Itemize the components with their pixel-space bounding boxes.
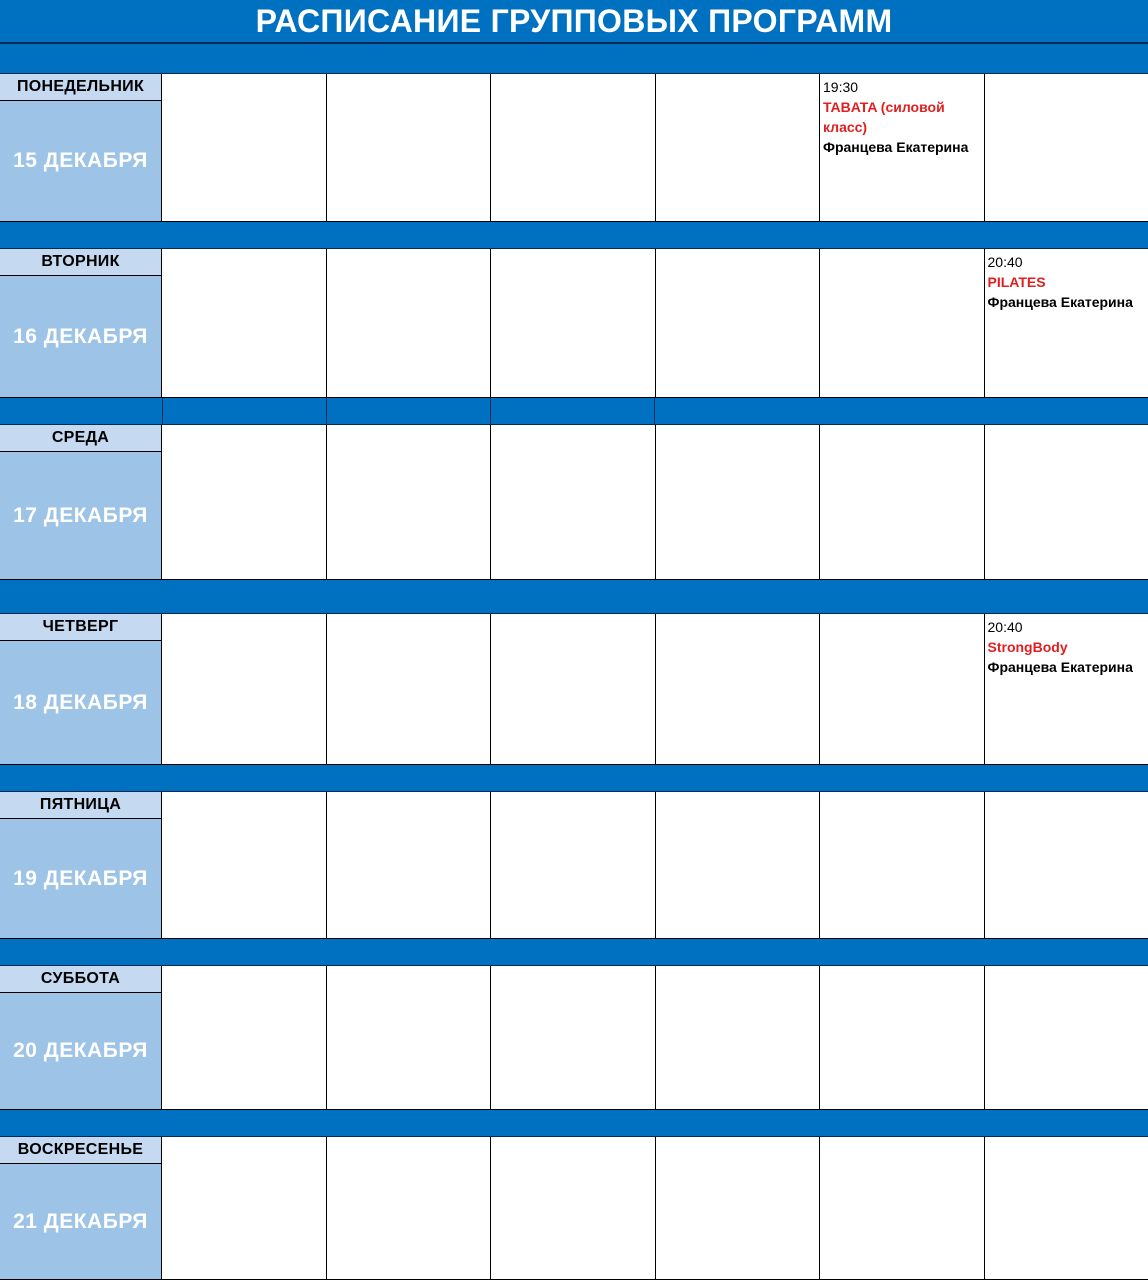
empty-slot bbox=[491, 74, 656, 221]
day-name: СУББОТА bbox=[0, 966, 161, 993]
empty-slot bbox=[656, 966, 821, 1109]
row-separator bbox=[0, 44, 1148, 74]
class-trainer: Францева Екатерина bbox=[987, 294, 1133, 310]
empty-slot bbox=[327, 614, 492, 764]
day-date: 17 ДЕКАБРЯ bbox=[0, 452, 161, 579]
day-label bbox=[0, 249, 162, 397]
day-date: 15 ДЕКАБРЯ bbox=[0, 101, 161, 221]
class-name: StrongBody bbox=[987, 639, 1068, 655]
empty-slot bbox=[162, 249, 327, 397]
empty-slot bbox=[327, 425, 492, 579]
empty-slot bbox=[656, 792, 821, 938]
empty-slot bbox=[656, 425, 821, 579]
empty-slot bbox=[327, 249, 492, 397]
time-slots bbox=[162, 1137, 1148, 1279]
day-date: 21 ДЕКАБРЯ bbox=[0, 1164, 161, 1279]
class-trainer: Францева Екатерина bbox=[987, 659, 1133, 675]
day-row bbox=[0, 74, 1148, 222]
day-label bbox=[0, 74, 162, 221]
class-cell bbox=[985, 614, 1148, 764]
empty-slot bbox=[491, 1137, 656, 1279]
row-separator bbox=[0, 580, 1148, 614]
schedule-table bbox=[0, 44, 1148, 1280]
time-slots bbox=[162, 425, 1148, 579]
day-date: 19 ДЕКАБРЯ bbox=[0, 819, 161, 938]
time-slots bbox=[162, 966, 1148, 1109]
time-slots bbox=[162, 74, 1148, 221]
class-cell bbox=[985, 249, 1148, 397]
class-time: 20:40 bbox=[987, 619, 1023, 635]
day-date: 20 ДЕКАБРЯ bbox=[0, 993, 161, 1109]
day-label bbox=[0, 966, 162, 1109]
empty-slot bbox=[491, 614, 656, 764]
empty-slot bbox=[985, 425, 1148, 579]
row-separator bbox=[0, 939, 1148, 966]
empty-slot bbox=[491, 966, 656, 1109]
class-name: PILATES bbox=[987, 274, 1046, 290]
day-date: 18 ДЕКАБРЯ bbox=[0, 641, 161, 764]
class-time: 20:40 bbox=[987, 254, 1023, 270]
empty-slot bbox=[327, 74, 492, 221]
time-slots bbox=[162, 249, 1148, 397]
day-name: ВОСКРЕСЕНЬЕ bbox=[0, 1137, 161, 1164]
empty-slot bbox=[162, 966, 327, 1109]
day-row bbox=[0, 249, 1148, 398]
empty-slot bbox=[162, 425, 327, 579]
day-row bbox=[0, 425, 1148, 580]
day-name: ПЯТНИЦА bbox=[0, 792, 161, 819]
empty-slot bbox=[162, 1137, 327, 1279]
class-name: TABATA (силовой класс) bbox=[823, 99, 945, 135]
empty-slot bbox=[162, 792, 327, 938]
empty-slot bbox=[327, 1137, 492, 1279]
day-date: 16 ДЕКАБРЯ bbox=[0, 276, 161, 397]
day-row bbox=[0, 614, 1148, 765]
page-title: РАСПИСАНИЕ ГРУППОВЫХ ПРОГРАММ bbox=[0, 0, 1148, 44]
empty-slot bbox=[820, 249, 985, 397]
empty-slot bbox=[656, 614, 821, 764]
empty-slot bbox=[656, 74, 821, 221]
empty-slot bbox=[985, 966, 1148, 1109]
time-slots bbox=[162, 792, 1148, 938]
empty-slot bbox=[491, 425, 656, 579]
row-separator bbox=[0, 1110, 1148, 1137]
empty-slot bbox=[985, 792, 1148, 938]
empty-slot bbox=[985, 1137, 1148, 1279]
day-label bbox=[0, 614, 162, 764]
day-name: ПОНЕДЕЛЬНИК bbox=[0, 74, 161, 101]
class-trainer: Францева Екатерина bbox=[823, 139, 969, 155]
empty-slot bbox=[820, 966, 985, 1109]
row-separator bbox=[0, 398, 1148, 425]
empty-slot bbox=[491, 249, 656, 397]
empty-slot bbox=[820, 425, 985, 579]
empty-slot bbox=[656, 1137, 821, 1279]
empty-slot bbox=[327, 966, 492, 1109]
empty-slot bbox=[162, 74, 327, 221]
day-label bbox=[0, 425, 162, 579]
time-slots bbox=[162, 614, 1148, 764]
row-separator bbox=[0, 765, 1148, 792]
day-label bbox=[0, 1137, 162, 1279]
day-row bbox=[0, 1137, 1148, 1280]
day-name: ЧЕТВЕРГ bbox=[0, 614, 161, 641]
empty-slot bbox=[491, 792, 656, 938]
empty-slot bbox=[820, 614, 985, 764]
class-cell bbox=[820, 74, 985, 221]
empty-slot bbox=[656, 249, 821, 397]
empty-slot bbox=[985, 74, 1148, 221]
day-row bbox=[0, 792, 1148, 939]
day-label bbox=[0, 792, 162, 938]
empty-slot bbox=[820, 1137, 985, 1279]
day-row bbox=[0, 966, 1148, 1110]
empty-slot bbox=[820, 792, 985, 938]
class-time: 19:30 bbox=[823, 79, 859, 95]
day-name: ВТОРНИК bbox=[0, 249, 161, 276]
empty-slot bbox=[162, 614, 327, 764]
day-name: СРЕДА bbox=[0, 425, 161, 452]
row-separator bbox=[0, 222, 1148, 249]
empty-slot bbox=[327, 792, 492, 938]
